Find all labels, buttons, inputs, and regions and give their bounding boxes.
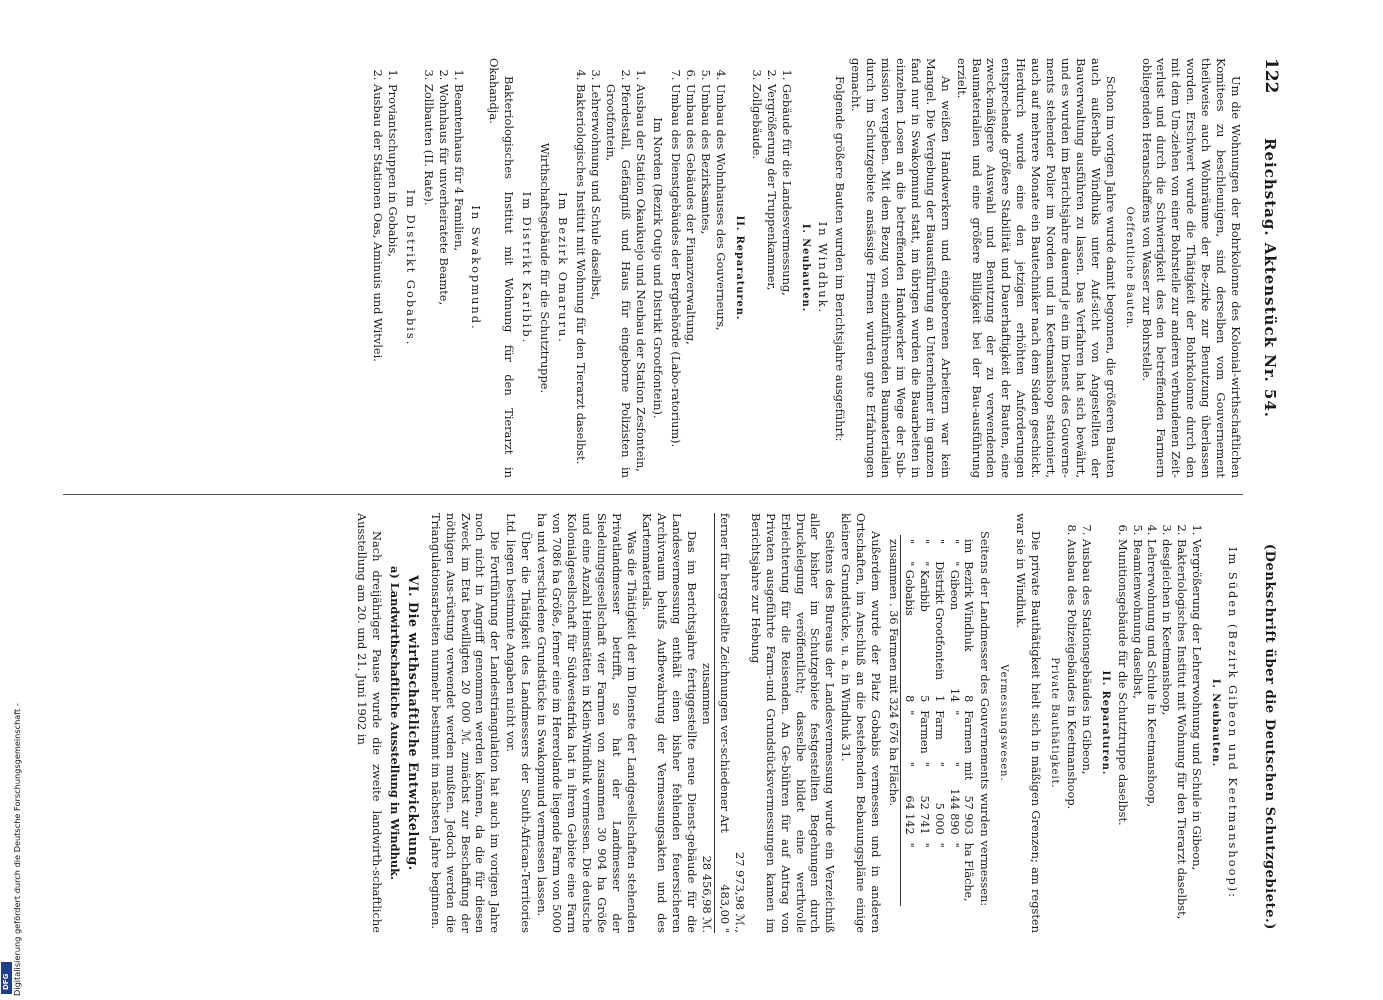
list-item: 5. Beamtenwohnung daselbst, — [1130, 539, 1145, 933]
table-cell: " — [947, 761, 961, 767]
heading-south: Im Süden (Bezirk Gibeon und Keetmanshoop): — [1226, 546, 1240, 900]
paragraph: Folgende größere Bauten wurden im Berichtsjahre ausgeführt: — [833, 76, 848, 442]
list-item: 1. Beamtenhaus für 4 Familien, — [451, 84, 466, 478]
table-cell: ha Fläche, — [962, 842, 976, 902]
paragraph: Nach dreijähriger Pause wurde die zweite landwirth-schaftliche Ausstellung am 20. und 21. Juni 1902 in — [355, 513, 385, 933]
table-cell: Farm — [932, 710, 946, 740]
table-cell: " — [932, 539, 946, 545]
paragraph: Über die Thätigkeit des Landmessers der South-African-Territories Ltd. liegen bestimmte Angaben nicht vor. — [504, 513, 534, 933]
table-cell: " — [902, 761, 916, 767]
table-row — [946, 535, 961, 906]
table-cell: 144 890 — [947, 788, 961, 835]
table-cell: " Gobabis — [902, 561, 916, 616]
list-repairs — [668, 58, 728, 478]
list-item: 2. Wohnhaus für unverheiratete Beamte, — [436, 84, 451, 478]
list-item: 4. Umbau des Wohnhauses des Gouverneurs, — [713, 84, 728, 478]
table-cell: 8 — [962, 695, 976, 703]
heading-karibib: Im Distrikt Karibib. — [520, 191, 535, 345]
table-row — [916, 535, 931, 906]
table-total: zusammen . 36 Farmen mit 324 676 ha Fläche. — [885, 535, 900, 906]
heading-omaruru: Im Bezirk Omaruru. — [556, 192, 571, 344]
paragraph: Die private Bauthätigkeit hielt sich in mäßigen Grenzen; am regsten war sie in Windhuk. — [1014, 513, 1044, 933]
table-cell: 14 — [947, 687, 961, 703]
fee-amount: 27 973,98 ℳ., — [732, 851, 747, 933]
table-cell: " Gibeon — [947, 561, 961, 611]
table-cell: Bezirk Windhuk — [962, 561, 976, 652]
drawings-line — [717, 513, 732, 933]
table-cell: " — [902, 842, 916, 848]
farm-survey-table — [885, 535, 975, 906]
table-cell: mit — [962, 761, 976, 781]
table-cell: " — [947, 539, 961, 545]
list-item: 1. Gebäude für die Landesvermessung, — [779, 84, 794, 478]
heading-gobabis: Im Distrikt Gobabis. — [403, 189, 418, 347]
heading-repairs: II. Reparaturen. — [1099, 670, 1111, 776]
list-item: 4. Bakteriologisches Institut mit Wohnung für den Tierarzt daselbst. — [573, 84, 588, 478]
paragraph: Was die Thätigkeit der im Dienste der Landgesellschaften stehenden Privatlandmesser betrifft, so hat der Landmesser der Siedelungsgesellschaft vier Farmen von zusammen 30 904 ha Größe und eine Anzahl Heimstätten in Klein-Windhuk vermessen. Die deutsche Kolonialgesellschaft für Südwestafrika hat in ihrem Gebiete eine Farm von 7086 ha Größe, ferner eine im Hererolande liegende Farm von 5000 ha und verschiedene Grundstücke in Swakopmund vermessen lassen. — [535, 513, 639, 933]
table-total-row — [885, 535, 900, 906]
page-header — [1251, 58, 1285, 938]
list-gobabis — [370, 58, 400, 478]
table-cell: Farmen — [917, 710, 931, 754]
sum-line — [699, 513, 715, 933]
table-cell: Distrikt Grootfontein — [932, 561, 946, 680]
sum-amount: 28 456,98 ℳ. — [700, 855, 715, 933]
heading-swakopmund: In Swakopmund. — [469, 205, 484, 331]
table-cell: 8 — [902, 695, 916, 703]
paragraph: Um die Wohnungen der Bohrkolonne des Kolonial-wirthschaftlichen Komitees zu beschleunigen, sind derselben vom Gouvernement theilweise auch Wohnräume der Be-zirke zur Benutzung überlassen worden. Erschwert wurde die Thätigkeit der Bohrkolonne durch den mit dem Um-ziehen von einer Bohrstelle zur anderen verbundenen Zeit-verlust und durch die Schwierigkeit des den betreffenden Farmern obliegenden Heranschaffens von Wasser zur Bohrstelle. — [1139, 58, 1243, 478]
text-omaruru: Wirthschaftsgebäude für die Schutztruppe. — [538, 142, 553, 394]
list-item: 2. Pferdestall, Gefängniß und Haus für eingeborne Polizisten in Grootfontein, — [603, 84, 633, 478]
header-subtitle: (Denkschrift über die Deutschen Schutzgebiete.) — [1262, 543, 1277, 930]
table-cell: Farmen — [962, 710, 976, 754]
paragraph: Schon im vorigen Jahre wurde damit begonnen, die größeren Bauten auch außerhalb Windhuks unter Auf-sicht von Angestellten der Bauverwaltung ausführen zu lassen. Das Verfahren hat sich bewährt, und es wurden im Berichtsjahre dauernd je ein im Dienst des Gouverne-ments stehender Polier im Norden und in Keetmanshoop stationiert, auch auf mehrere Monate ein Bautechniker nach dem Süden geschickt. Hierdurch wurde eine den jetzigen erhöhten Anforderungen entsprechende größere Stabilität und Dauerhaftigkeit der Bauten, eine zweck-mäßigere Auswahl und Benutzung der zu verwendenden Baumaterialien und eine größere Billigkeit bei der Bau-ausführung erzielt. — [954, 58, 1118, 478]
list-item: 6. Munitionsgebäude für die Schutztruppe daselbst. — [1115, 539, 1130, 933]
list-swakopmund — [421, 58, 466, 478]
table-cell: im — [962, 539, 976, 554]
page-content — [50, 58, 1285, 938]
paragraph: Seitens der Landmesser des Gouvernements wurden vermessen: — [978, 531, 993, 907]
heading-new-buildings: I. Neubauten. — [1210, 678, 1222, 768]
table-cell: " — [917, 761, 931, 767]
list-item: 7. Ausbau des Stationsgebäudes in Gibeon, — [1079, 539, 1094, 933]
dfg-logo-text: DFG — [2, 973, 10, 990]
drawings-amount: 483,00 " — [718, 884, 732, 933]
paragraph: Das im Berichtsjahre fertiggestellte neue Dienst-gebäude für die Landesvermessung enthält einen bisher fehlenden feuersicheren Archivraum behufs Aufbewahrung der Vermessungsakten und des Kartenmaterials. — [640, 513, 700, 933]
heading-windhuk: In Windhuk. — [815, 221, 830, 315]
list-item: 8. Ausbau des Polizeigebäudes in Keetmanshoop. — [1064, 539, 1079, 933]
credit-text: Digitalisierung gefördert durch die Deutsche Forschungsgemeinschaft - — [12, 703, 22, 996]
table-cell: " — [902, 710, 916, 716]
table-cell: " — [917, 842, 931, 848]
heading-repairs: II. Reparaturen. — [734, 215, 745, 321]
list-item: 1. Ausbau der Station Okaukuejo und Neubau der Station Zesfontein, — [633, 84, 648, 478]
table-cell: " — [932, 842, 946, 848]
subsection-heading: a) Landwirthschaftliche Ausstellung in Windhuk. — [387, 565, 402, 881]
table-row — [961, 535, 976, 906]
dfg-logo — [1, 962, 12, 994]
left-column — [53, 58, 1243, 478]
subheading-private-building: Private Bauthätigkeit. — [1049, 657, 1061, 789]
table-cell: " — [932, 761, 946, 767]
header-title: Reichstag. Aktenstück Nr. 54. — [1261, 138, 1279, 418]
paragraph: Seitens des Bureaus der Landesvermessung wurde ein Verzeichniß aller bisher im Schutzgebiete festgestellten Begehungen durch Druckelegung veröffentlicht; dasselbe bildet eine werthvolle Erleichterung für die Reisenden. An Ge-bühren für auf Antrag von Privaten ausgeführte Farm-und Grundstücksvermessungen kamen im Berichtsjahre zur Hebung — [748, 513, 838, 933]
page-number: 122 — [1261, 58, 1281, 94]
table-row — [931, 535, 946, 906]
list-item: 2. Bakteriologisches Institut mit Wohnung für den Tierarzt daselbst, — [1174, 539, 1189, 933]
table-cell: 5 000 — [932, 802, 946, 835]
paragraph: An weißen Handwerkern und eingeborenen Arbeitern war kein Mangel. Die Vergebung der Bauausführung an Unternehmer im ganzen fand nur in Swakopmund statt, im übrigen wurden die Bauarbeiten in einzelnen Losen an die betreffenden Handwerker im Wege der Sub-mission vergeben. Mit dem Bezug von einzuführenden Baumaterialien durch im Schutzgebiete ansässige Firmen wurden gute Erfahrungen gemacht. — [849, 58, 953, 478]
list-item: 4. Lehrerwohnung und Schule in Keetmanshoop, — [1145, 539, 1160, 933]
table-cell: " — [947, 842, 961, 848]
paragraph: Die Fortführung der Landestriangulation hat auch im vorigen Jahre noch nicht in Angriff genommen werden können, da die für diesen Zweck im Etat bewilligten 20 000 ℳ. zunächst zur Beschaffung der nöthigen Aus-rüstung verwendet werden mußten. Jedoch werden die Triangulationsarbeiten nunmehr bestimmt im nächsten Jahre beginnen. — [428, 513, 503, 933]
list-item: 5. Umbau des Bezirksamtes, — [698, 84, 713, 478]
list-new-buildings — [749, 58, 794, 478]
digitization-credit-strip — [0, 0, 22, 1000]
table-cell: 52 741 — [917, 795, 931, 835]
table-cell: 1 — [932, 695, 946, 703]
table-cell: 64 142 — [902, 795, 916, 835]
table-cell: 57 903 — [962, 795, 976, 835]
list-north — [573, 58, 648, 478]
heading-new-buildings: I. Neubauten. — [799, 223, 811, 313]
list-item: 2. Vergrößerung der Truppenkammer, — [764, 84, 779, 478]
list-item: 1. Proviantschuppen in Gobabis, — [385, 84, 400, 478]
right-column — [53, 513, 1243, 933]
list-item: 3. Zollgebäude. — [749, 84, 764, 478]
list-south-repairs — [1064, 513, 1094, 933]
list-item: 1. Vergrößerung der Lehrerwohnung und Schule in Gibeon, — [1189, 539, 1204, 933]
paragraph: Außerdem wurde der Platz Gobabis vermessen und in anderen Ortschaften, im Anschluß an die bestehenden Bebauungspläne einige kleinere Grundstücke, u. a. in Windhuk 31. — [839, 513, 884, 933]
fee-line — [732, 513, 747, 933]
column-divider — [63, 494, 1243, 495]
list-item: 3. Zollbauten (II. Rate). — [421, 84, 436, 478]
subheading-surveying: Vermessungswesen. — [998, 664, 1010, 782]
sum-label: zusammen — [700, 663, 715, 725]
heading-north: Im Norden (Bezirk Outjo und Distrikt Grootfontein). — [651, 117, 666, 419]
text-karibib: Bakteriologisches Institut mit Wohnung für den Tierarzt in Okahandja. — [487, 58, 517, 478]
table-cell: " — [947, 710, 961, 716]
table-cell: " Karibib — [917, 561, 931, 612]
list-item: 3. Lehrerwohnung und Schule daselbst, — [588, 84, 603, 478]
list-item: 6. Umbau des Gebäudes der Finanzverwaltung, — [683, 84, 698, 478]
list-south-new — [1115, 513, 1204, 933]
drawings-label: ferner für hergestellte Zeichnungen ver-schiedener Art — [718, 513, 732, 833]
table-cell: " — [917, 539, 931, 545]
list-item: 7. Umbau des Dienstgebäudes der Bergbehörde (Labo-ratorium). — [668, 84, 683, 478]
table-row — [900, 535, 915, 906]
list-item: 3. desgleichen in Keetmanshoop, — [1159, 539, 1174, 933]
table-cell: " — [902, 539, 916, 545]
subheading-public-buildings: Oeffentliche Bauten. — [1123, 206, 1135, 330]
section-heading: VI. Die wirthschaftliche Entwickelung. — [405, 575, 421, 871]
list-item: 2. Ausbau der Stationen Oas, Aminuis und Witvlei. — [370, 84, 385, 478]
table-cell: 5 — [917, 695, 931, 703]
